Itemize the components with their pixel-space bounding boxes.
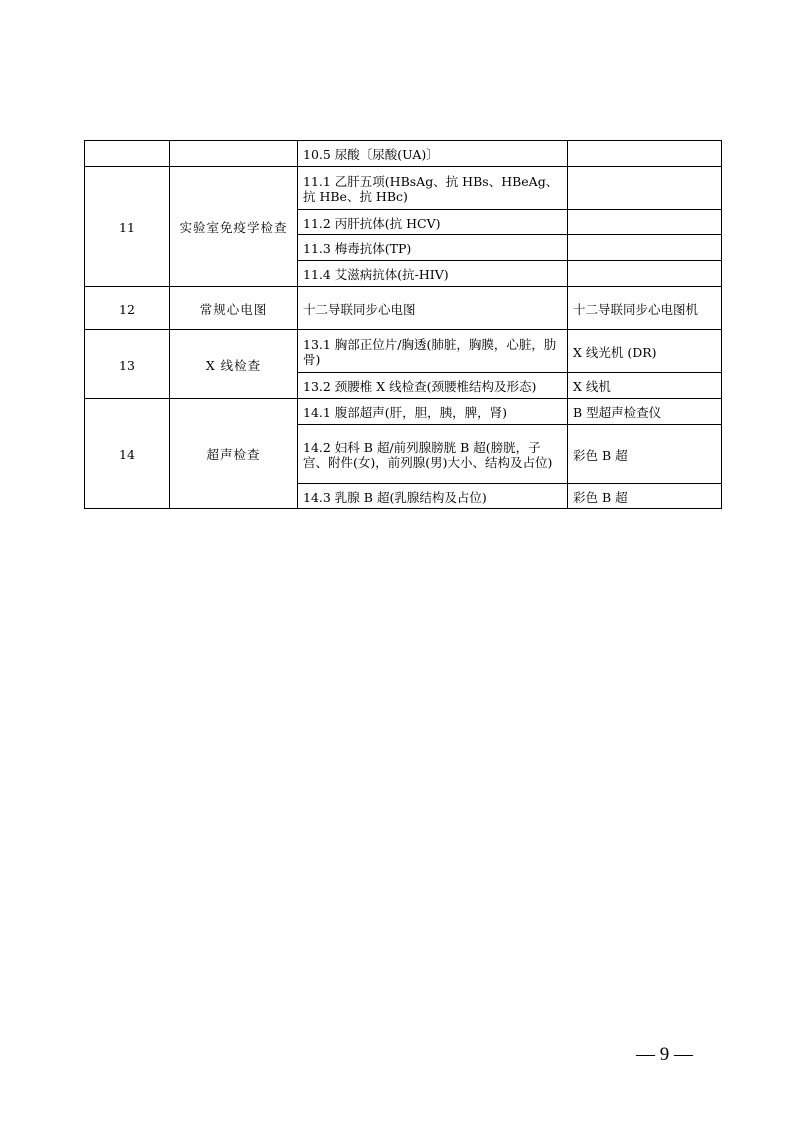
row-number-cell: 13 (85, 330, 170, 399)
item-cell: 11.3 梅毒抗体(TP) (298, 235, 568, 261)
row-number-cell (85, 141, 170, 167)
row-number-cell: 14 (85, 399, 170, 509)
equipment-cell: X 线光机 (DR) (568, 330, 722, 373)
item-cell: 十二导联同步心电图 (298, 287, 568, 330)
item-cell: 14.2 妇科 B 超/前列腺膀胱 B 超(膀胱，子宫、附件(女)，前列腺(男)大小、结构及占位) (298, 425, 568, 484)
item-cell: 13.2 颈腰椎 X 线检查(颈腰椎结构及形态) (298, 373, 568, 399)
equipment-cell: 彩色 B 超 (568, 425, 722, 484)
equipment-cell: 彩色 B 超 (568, 484, 722, 509)
row-number-cell: 11 (85, 167, 170, 287)
item-cell: 13.1 胸部正位片/胸透(肺脏，胸膜，心脏，肋骨) (298, 330, 568, 373)
table-row (85, 287, 722, 330)
table-row (85, 399, 722, 425)
equipment-cell (568, 141, 722, 167)
item-cell: 14.1 腹部超声(肝，胆，胰，脾，肾) (298, 399, 568, 425)
equipment-cell (568, 261, 722, 287)
row-number-cell: 12 (85, 287, 170, 330)
equipment-cell (568, 210, 722, 235)
category-cell: 超声检查 (170, 399, 298, 509)
equipment-cell: X 线机 (568, 373, 722, 399)
category-cell: 实验室免疫学检查 (170, 167, 298, 287)
item-cell: 11.2 丙肝抗体(抗 HCV) (298, 210, 568, 235)
exam-items-table (84, 140, 722, 509)
item-cell: 10.5 尿酸〔尿酸(UA)〕 (298, 141, 568, 167)
item-cell: 11.1 乙肝五项(HBsAg、抗 HBs、HBeAg、抗 HBe、抗 HBc) (298, 167, 568, 210)
item-cell: 14.3 乳腺 B 超(乳腺结构及占位) (298, 484, 568, 509)
equipment-cell (568, 235, 722, 261)
table-row (85, 167, 722, 210)
table-row (85, 141, 722, 167)
equipment-cell: 十二导联同步心电图机 (568, 287, 722, 330)
equipment-cell (568, 167, 722, 210)
item-cell: 11.4 艾滋病抗体(抗-HIV) (298, 261, 568, 287)
equipment-cell: B 型超声检查仪 (568, 399, 722, 425)
category-cell: 常规心电图 (170, 287, 298, 330)
category-cell: X 线检查 (170, 330, 298, 399)
page-number: — 9 — (636, 1044, 693, 1065)
table-row (85, 330, 722, 373)
category-cell (170, 141, 298, 167)
